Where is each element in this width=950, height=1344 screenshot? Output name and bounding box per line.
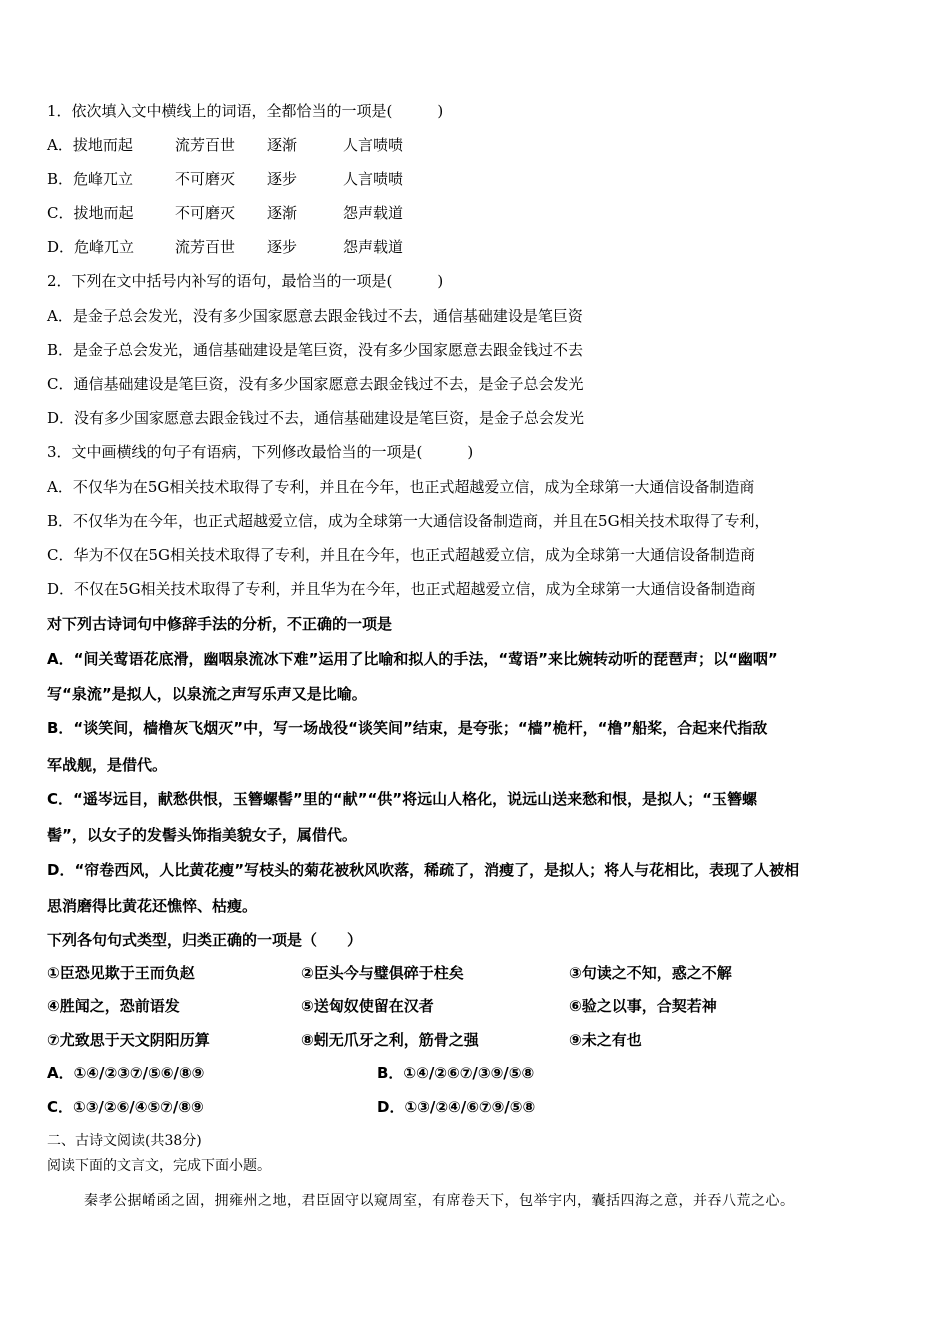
q3-option-a: A．不仅华为在5G相关技术取得了专利，并且在今年，也正式超越爱立信，成为全球第一大通信设备制造商 xyxy=(47,478,755,496)
q1-option-b xyxy=(47,169,547,189)
q5-options-row xyxy=(47,1063,907,1083)
option-word: 不可磨灭 xyxy=(175,170,236,188)
option-word: C．拔地而起 xyxy=(47,204,134,222)
q1-option-d xyxy=(47,237,547,257)
q2-option-d: D．没有多少国家愿意去跟金钱过不去，通信基础建设是笔巨资，是金子总会发光 xyxy=(47,409,585,427)
sentence-item: ④胜闻之，恐前语发 xyxy=(47,997,180,1015)
sentence-item: ⑤送匈奴使留在汉者 xyxy=(301,997,434,1015)
option-word: 怨声载道 xyxy=(343,238,404,256)
section-instruction: 阅读下面的文言文，完成下面小题。 xyxy=(47,1158,271,1174)
q4-option-b: B．“谈笑间，樯橹灰飞烟灭”中，写一场战役“谈笑间”结束，是夸张；“樯”桅杆，“橹”船桨，合起来代指敌 xyxy=(47,719,768,737)
q3-option-c: C．华为不仅在5G相关技术取得了专利，并且在今年，也正式超越爱立信，成为全球第一大通信设备制造商 xyxy=(47,546,756,564)
option-word: 怨声载道 xyxy=(343,204,404,222)
q5-items-row xyxy=(47,1030,907,1050)
option-word: 逐步 xyxy=(267,238,298,256)
sentence-item: ⑦尤致思于天文阴阳历算 xyxy=(47,1031,210,1049)
option-word: 逐渐 xyxy=(267,204,298,222)
q4-option-a-cont: 写“泉流”是拟人，以泉流之声写乐声又是比喻。 xyxy=(47,685,367,703)
q4-option-d-cont: 思消磨得比黄花还憔悴、枯瘦。 xyxy=(47,897,258,915)
q2-option-b: B．是金子总会发光，通信基础建设是笔巨资，没有多少国家愿意去跟金钱过不去 xyxy=(47,341,584,359)
q4-stem: 对下列古诗词句中修辞手法的分析，不正确的一项是 xyxy=(47,615,393,633)
q4-option-b-cont: 军战舰，是借代。 xyxy=(47,756,168,774)
sentence-item: ⑨未之有也 xyxy=(569,1031,642,1049)
q5-option-b: B．①④/②⑥⑦/③⑨/⑤⑧ xyxy=(377,1064,535,1082)
option-word: 流芳百世 xyxy=(175,136,236,154)
classical-passage: 秦孝公据崤函之固，拥雍州之地，君臣固守以窥周室，有席卷天下，包举宇内，囊括四海之意，并吞八荒之心。 xyxy=(84,1193,795,1209)
q5-stem: 下列各句句式类型，归类正确的一项是（ ） xyxy=(47,931,363,949)
sentence-item: ①臣恐见欺于王而负赵 xyxy=(47,964,195,982)
option-word: 逐渐 xyxy=(267,136,298,154)
q3-stem: 3．文中画横线的句子有语病，下列修改最恰当的一项是( ) xyxy=(47,443,474,461)
q1-stem: 1．依次填入文中横线上的词语，全都恰当的一项是( ) xyxy=(47,102,444,120)
q2-option-a: A．是金子总会发光，没有多少国家愿意去跟金钱过不去，通信基础建设是笔巨资 xyxy=(47,307,583,325)
q5-options-row xyxy=(47,1097,907,1117)
option-word: A．拔地而起 xyxy=(47,136,133,154)
section-title: 二、古诗文阅读(共38分) xyxy=(47,1133,202,1149)
sentence-item: ②臣头今与璧俱碎于柱矣 xyxy=(301,964,464,982)
q4-option-a: A．“间关莺语花底滑，幽咽泉流冰下难”运用了比喻和拟人的手法，“莺语”来比婉转动听的琵琶声；以“幽咽” xyxy=(47,650,778,668)
sentence-item: ⑥验之以事，合契若神 xyxy=(569,997,717,1015)
sentence-item: ③句读之不知，惑之不解 xyxy=(569,964,732,982)
q2-option-c: C．通信基础建设是笔巨资，没有多少国家愿意去跟金钱过不去，是金子总会发光 xyxy=(47,375,584,393)
option-word: 人言啧啧 xyxy=(343,136,404,154)
q5-option-c: C．①③/②⑥/④⑤⑦/⑧⑨ xyxy=(47,1098,204,1116)
q1-option-a xyxy=(47,135,547,155)
q1-option-c xyxy=(47,203,547,223)
q5-option-d: D．①③/②④/⑥⑦⑨/⑤⑧ xyxy=(377,1098,536,1116)
q3-option-d: D．不仅在5G相关技术取得了专利，并且华为在今年，也正式超越爱立信，成为全球第一大通信设备制造商 xyxy=(47,580,756,598)
q4-option-c-cont: 髻”，以女子的发髻头饰指美貌女子，属借代。 xyxy=(47,826,357,844)
q5-option-a: A．①④/②③⑦/⑤⑥/⑧⑨ xyxy=(47,1064,205,1082)
q5-items-row xyxy=(47,963,907,983)
option-word: 人言啧啧 xyxy=(343,170,404,188)
q3-option-b: B．不仅华为在今年，也正式超越爱立信，成为全球第一大通信设备制造商，并且在5G相关技术取得了专利， xyxy=(47,512,770,530)
option-word: 不可磨灭 xyxy=(175,204,236,222)
option-word: 逐步 xyxy=(267,170,298,188)
q4-option-d: D．“帘卷西风，人比黄花瘦”写枝头的菊花被秋风吹落，稀疏了，消瘦了，是拟人；将人与花相比，表现了人被相 xyxy=(47,861,800,879)
option-word: B．危峰兀立 xyxy=(47,170,134,188)
sentence-item: ⑧蚓无爪牙之利，筋骨之强 xyxy=(301,1031,479,1049)
option-word: 流芳百世 xyxy=(175,238,236,256)
q4-option-c: C．“遥岑远目，献愁供恨，玉簪螺髻”里的“献”“供”将远山人格化，说远山送来愁和恨，是拟人；“玉簪螺 xyxy=(47,790,758,808)
q5-items-row xyxy=(47,996,907,1016)
option-word: D．危峰兀立 xyxy=(47,238,135,256)
q2-stem: 2．下列在文中括号内补写的语句，最恰当的一项是( ) xyxy=(47,272,444,290)
